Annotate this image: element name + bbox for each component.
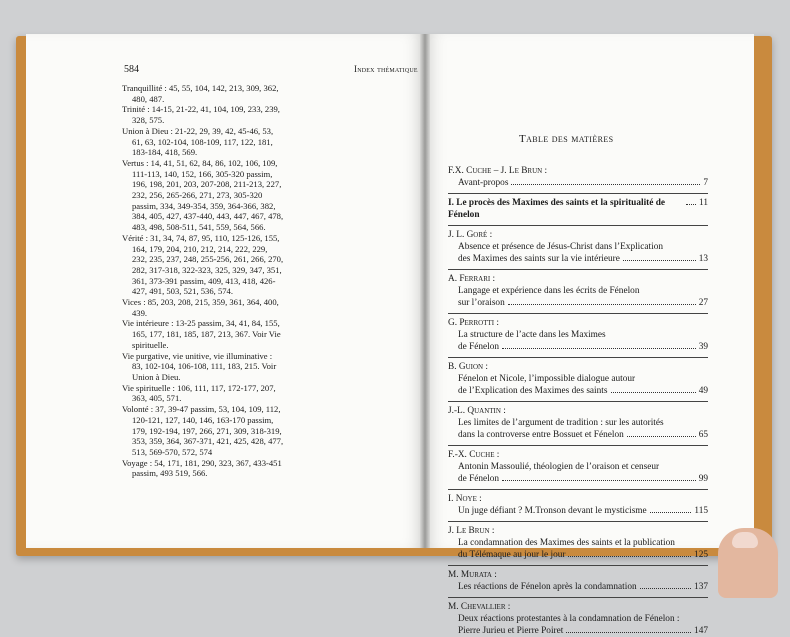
index-entry: Tranquillité : 45, 55, 104, 142, 213, 309, 362, 480, 487. xyxy=(122,83,279,104)
index-entry: Union à Dieu : 21-22, 29, 39, 42, 45-46, 53, 61, 63, 102-104, 108-109, 117, 122, 181, 183-184, 418, 569. xyxy=(122,125,274,158)
divider xyxy=(448,597,708,598)
toc-entry-line: Antonin Massoulié, théologien de l’oraison et censeur xyxy=(458,462,660,472)
toc-entry-line: de Fénelon xyxy=(458,474,500,484)
index-entry: Vertus : 14, 41, 51, 62, 84, 86, 102, 106, 109, 111-113, 140, 152, 166, 305-320 passim, 196, 198, 201, 203, 207-208, 211-213, 227, 232, 256, 265-266, 271, 273, 305-320 passim, 334, 349-354, 359, 364-366, 382, 384, 405, 427, 437-440, 443, 447, 467, 478, 483, 498, 508-511, 541, 559, 564, 566. xyxy=(122,157,284,233)
toc-entry-line: La structure de l’acte dans les Maximes xyxy=(458,330,606,340)
toc-entry-line: Fénelon et Nicole, l’impossible dialogue autour xyxy=(458,374,636,384)
index-entry: Vices : 85, 203, 208, 215, 359, 361, 364, 400, 439. xyxy=(122,297,279,318)
toc-entry-line: des Maximes des saints sur la vie intérieure xyxy=(458,254,620,264)
toc-page-number: 147 xyxy=(694,626,708,636)
index-entry: Vie intérieure : 13-25 passim, 34, 41, 84, 155, 165, 177, 181, 185, 187, 213, 367. Voir Vie spirituelle. xyxy=(122,318,281,350)
dot-leader xyxy=(650,512,692,513)
index-entry: Volonté : 37, 39-47 passim, 53, 104, 109, 112, 120-121, 127, 140, 146, 163-170 passim, 179, 192-194, 197, 266, 271, 309, 318-319, 353, 359, 364, 367-371, 421, 425, 428, 477, 513, 569-570, 572, 574 xyxy=(122,404,284,457)
dot-leader xyxy=(502,348,696,349)
toc-entry-line: Les réactions de Fénelon après la condamnation xyxy=(458,582,637,592)
toc-entry-line: de Fénelon xyxy=(458,342,500,352)
toc-row xyxy=(448,581,708,593)
dot-leader xyxy=(568,556,691,557)
toc-author: B. Guion : xyxy=(448,362,488,372)
dot-leader xyxy=(566,632,691,633)
toc-page-number: 7 xyxy=(703,178,708,188)
divider xyxy=(448,193,708,194)
fingernail xyxy=(732,532,758,548)
divider xyxy=(448,565,708,566)
dot-leader xyxy=(686,204,696,205)
toc-entry-line: La condamnation des Maximes des saints et la publication xyxy=(458,538,675,548)
index-entry: Voyage : 54, 171, 181, 290, 323, 367, 433-451 passim, 493 519, 566. xyxy=(122,457,282,479)
toc-author: J. L. Goré : xyxy=(448,230,493,240)
table-of-contents xyxy=(448,165,708,637)
toc-row xyxy=(448,505,708,517)
toc-author: I. Noye : xyxy=(448,494,482,504)
toc-page-number: 125 xyxy=(694,550,708,560)
toc-row xyxy=(448,177,708,189)
toc-page-number: 49 xyxy=(698,386,708,396)
toc-entry-line: de l’Explication des Maximes des saints xyxy=(458,386,608,396)
divider xyxy=(448,401,708,402)
toc-entry-line: Un juge défiant ? M.Tronson devant le mysticisme xyxy=(458,506,647,516)
toc-row xyxy=(448,625,708,637)
divider xyxy=(448,521,708,522)
divider xyxy=(448,489,708,490)
toc-page-number: 115 xyxy=(694,506,708,516)
toc-part-row xyxy=(448,197,708,221)
dot-leader xyxy=(511,184,700,185)
dot-leader xyxy=(502,480,696,481)
toc-entry-line: Absence et présence de Jésus-Christ dans l’Explication xyxy=(458,242,663,252)
toc-row xyxy=(448,429,708,441)
divider xyxy=(448,445,708,446)
toc-author: M. Murata : xyxy=(448,570,497,580)
page-number: 584 xyxy=(124,64,139,75)
dot-leader xyxy=(627,436,696,437)
toc-entry-line: sur l’oraison xyxy=(458,298,505,308)
index-entry: Vérité : 31, 34, 74, 87, 95, 110, 125-126, 155, 164, 179, 204, 210, 212, 214, 222, 229, 232, 235, 237, 248, 255-256, 261, 266, 270, 282, 317-318, 322-323, 325, 329, 347, 351, 361, 373-391 passim, 409, 413, 418, 426-427, 491, 503, 521, 536, 574. xyxy=(122,232,284,297)
toc-entry-line: dans la controverse entre Bossuet et Fénelon xyxy=(458,430,624,440)
dot-leader xyxy=(508,304,696,305)
index-entry: Trinité : 14-15, 21-22, 41, 104, 109, 233, 239, 328, 575. xyxy=(122,104,280,126)
toc-author: J.-L. Quantin : xyxy=(448,406,506,416)
toc-row xyxy=(448,385,708,397)
toc-author: G. Perrotti : xyxy=(448,318,499,328)
toc-page-number: 13 xyxy=(698,254,708,264)
thematic-index xyxy=(122,83,284,479)
toc-page-number: 99 xyxy=(698,474,708,484)
toc-author: F.-X. Cuche : xyxy=(448,450,500,460)
toc-entry-line: Deux réactions protestantes à la condamnation de Fénelon : xyxy=(458,614,680,624)
toc-page-number: 137 xyxy=(694,582,708,592)
index-entry: Vie purgative, vie unitive, vie illuminative : 83, 102-104, 106-108, 111, 183, 215. Voir Union à Dieu. xyxy=(122,350,277,382)
toc-entry-line: Les limites de l’argument de tradition : sur les autorités xyxy=(458,418,664,428)
toc-part-title: I. Le procès des Maximes des saints et la spiritualité de Fénelon xyxy=(448,198,666,220)
toc-row xyxy=(448,341,708,353)
toc-author: M. Chevallier : xyxy=(448,602,511,612)
toc-entry-line: Langage et expérience dans les écrits de Fénelon xyxy=(458,286,640,296)
divider xyxy=(448,313,708,314)
toc-row xyxy=(448,253,708,265)
toc-author: A. Ferrari : xyxy=(448,274,496,284)
divider xyxy=(448,357,708,358)
toc-page-number: 39 xyxy=(698,342,708,352)
divider xyxy=(448,269,708,270)
dot-leader xyxy=(640,588,691,589)
divider xyxy=(448,225,708,226)
book-gutter xyxy=(420,34,430,548)
toc-title: Table des matières xyxy=(519,133,614,145)
toc-row xyxy=(448,297,708,309)
toc-author: J. Le Brun : xyxy=(448,526,495,536)
index-entry: Vie spirituelle : 106, 111, 117, 172-177, 207, 363, 405, 571. xyxy=(122,382,276,404)
toc-row xyxy=(448,549,708,561)
toc-entry-line: Pierre Jurieu et Pierre Poiret xyxy=(458,626,564,636)
toc-page-number: 11 xyxy=(699,198,708,208)
toc-author: F.X. Cuche – J. Le Brun : xyxy=(448,166,548,176)
dot-leader xyxy=(611,392,696,393)
running-head: Index thématique xyxy=(354,64,418,74)
toc-page-number: 65 xyxy=(698,430,708,440)
toc-entry-title: Avant-propos xyxy=(458,178,509,188)
toc-row xyxy=(448,473,708,485)
toc-page-number: 27 xyxy=(698,298,708,308)
toc-entry-line: du Télémaque au jour le jour xyxy=(458,550,566,560)
dot-leader xyxy=(623,260,696,261)
